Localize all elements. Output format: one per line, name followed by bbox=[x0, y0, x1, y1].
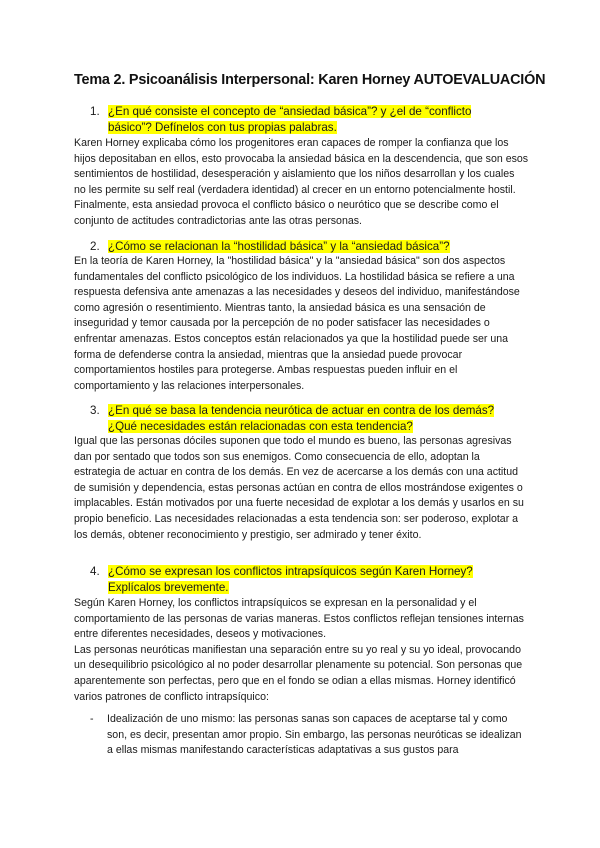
question-3-number: 3. bbox=[90, 404, 100, 417]
question-3-line-2: ¿Qué necesidades están relacionadas con esta tendencia? bbox=[108, 420, 413, 433]
answer-4 bbox=[74, 596, 529, 705]
question-3-line-1: ¿En qué se basa la tendencia neurótica de actuar en contra de los demás? bbox=[108, 404, 495, 417]
answer-1 bbox=[74, 136, 529, 230]
question-2-line-1: ¿Cómo se relacionan la “hostilidad básica” y la “ansiedad básica”? bbox=[108, 240, 450, 253]
document-title: Tema 2. Psicoanálisis Interpersonal: Karen Horney AUTOEVALUACIÓN bbox=[74, 72, 546, 88]
question-3 bbox=[90, 403, 520, 435]
question-1-line-2: básico”? Defínelos con tus propias palabras. bbox=[108, 121, 337, 134]
question-1-line-1: ¿En qué consiste el concepto de “ansiedad básica”? y ¿el de “conflicto bbox=[108, 105, 472, 118]
answer-2 bbox=[74, 254, 529, 394]
question-1 bbox=[90, 104, 520, 136]
question-4 bbox=[90, 564, 520, 596]
list-bullet-dash: - bbox=[90, 713, 94, 725]
question-2-number: 2. bbox=[90, 240, 100, 253]
answer-1-text: Karen Horney explicaba cómo los progenitores eran capaces de romper la confianza que los hijos depositaban en ellos, esto provocaba la ansiedad básica en la descendencia, que son esos sentimientos de hostilidad, desesperación y aislamiento que los niños desarrollan y los cuales no les permite su self real (verdadera identidad) al crecer en un entorno potencialmente hostil. Finalmente, esta ansiedad provoca el conflicto básico o neurótico que se describe como el conjunto de actitudes contradictorias ante las otras personas. bbox=[74, 137, 529, 227]
question-4-line-1: ¿Cómo se expresan los conflictos intrapsíquicos según Karen Horney? bbox=[108, 565, 473, 578]
answer-2-text: En la teoría de Karen Horney, la "hostilidad básica" y la "ansiedad básica" son dos aspectos fundamentales del conflicto psicológico de los individuos. La hostilidad básica se refiere a una respuesta defensiva ante amenazas a las necesidades y deseos del individuo, manifestándose como agresión o resentimiento. Mientras tanto, la ansiedad básica es una sensación de inseguridad y temor causada por la percepción de no poder satisfacer las necesidades o enfrentar amenazas. Estos conceptos están relacionados ya que la hostilidad puede ser una forma de defenderse contra la ansiedad, mientras que la ansiedad puede provocar comportamientos hostiles para protegerse. Ambas respuestas pueden influir en el comportamiento y las relaciones interpersonales. bbox=[74, 255, 520, 392]
question-4-line-2: Explícalos brevemente. bbox=[108, 581, 229, 594]
answer-3 bbox=[74, 434, 529, 543]
answer-4-paragraph-2: Las personas neuróticas manifiestan una separación entre su yo real y su yo ideal, provocando un desequilibrio psicológico al no poder desarrollar plenamente su potencial. Son personas que aparentemente son perfectas, pero que en el fondo se odian a ellas mismas. Horney identificó varios patrones de conflicto intrapsíquico: bbox=[74, 643, 523, 703]
question-4-number: 4. bbox=[90, 565, 100, 578]
question-2 bbox=[90, 239, 520, 255]
answer-3-text: Igual que las personas dóciles suponen que todo el mundo es bueno, las personas agresivas dan por sentado que todos son sus enemigos. Como consecuencia de ello, adoptan la estrategia de actuar en contra de los demás. En vez de acercarse a los demás con una actitud de sumisión y dependencia, estas personas actúan en contra de ellos mostrándose exigentes o implacables. Están motivados por una fuerte necesidad de explotar a los demás y usarlos en su propio beneficio. Las necesidades relacionadas a esta tendencia son: ser poderoso, explotar a los demás, obtener reconocimiento y prestigio, ser admirado y tener éxito. bbox=[74, 435, 524, 541]
list-item-text: Idealización de uno mismo: las personas sanas son capaces de aceptarse tal y como son, es decir, presentan amor propio. Sin embargo, las personas neuróticas se idealizan a ellas mismas manifestando características adaptativas a sus gustos para bbox=[107, 713, 522, 757]
question-1-number: 1. bbox=[90, 105, 100, 118]
answer-4-paragraph-1: Según Karen Horney, los conflictos intrapsíquicos se expresan en la personalidad y el comportamiento de las personas de varias maneras. Estos conflictos reflejan tensiones internas entre diferentes necesidades, deseos y motivaciones. bbox=[74, 597, 524, 641]
